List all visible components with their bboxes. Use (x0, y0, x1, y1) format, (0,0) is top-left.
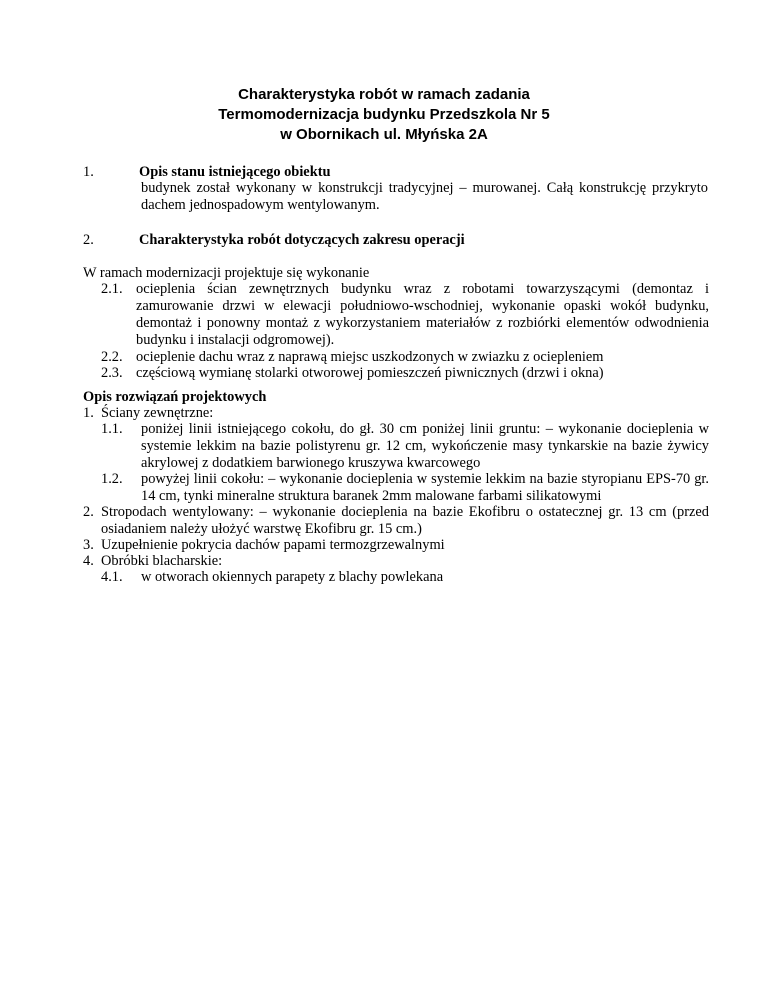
title-line-1: Charakterystyka robót w ramach zadania (238, 86, 530, 103)
scope-item-1-number: 2.1. (101, 281, 123, 297)
section-1-number: 1. (83, 164, 94, 180)
title-line-2: Termomodernizacja budynku Przedszkola Nr 5 (218, 106, 550, 123)
solution-1-2-number: 1.2. (101, 471, 123, 487)
scope-item-3-number: 2.3. (101, 365, 123, 381)
solution-1-number: 1. (83, 405, 94, 421)
scope-item-1 (101, 281, 709, 349)
scope-item-1-text: ocieplenia ścian zewnętrznych budynku wraz z robotami towarzyszącymi (demontaz i zamurowanie drzwi w elewacji południowo-wschodniej, wykonanie opaski wokół budynku, demontaż i ponowny montaż z wykorzystaniem materiałów z rozbiórki elementów odwodnienia budynku i instalacji odgromowej). (136, 281, 709, 348)
title-line-3: w Obornikach ul. Młyńska 2A (280, 126, 488, 143)
solution-2-text: Stropodach wentylowany: – wykonanie docieplenia na bazie Ekofibru o ostatecznej gr. 13 cm (przed osiadaniem należy ułożyć warstwę Ekofibru gr. 15 cm.) (101, 504, 709, 537)
scope-item-3-text: częściową wymianę stolarki otworowej pomieszczeń piwnicznych (drzwi i okna) (136, 365, 604, 381)
section-1-heading: Opis stanu istniejącego obiektu (139, 164, 331, 180)
scope-item-2-text: ocieplenie dachu wraz z naprawą miejsc uszkodzonych w zwiazku z ociepleniem (136, 349, 604, 365)
solution-3-number: 3. (83, 537, 94, 553)
solution-4-1-number: 4.1. (101, 569, 123, 585)
solution-1-1-text: poniżej linii istniejącego cokołu, do gł. 30 cm poniżej linii gruntu: – wykonanie docieplenia w systemie lekkim na bazie polistyrenu gr. 12 cm, wykończenie masy tynkarskie na bazie żywicy akrylowej z dodatkiem barwionego kruszywa kwarcowego (141, 421, 709, 471)
solution-1-text: Ściany zewnętrzne: (101, 405, 214, 421)
solutions-heading: Opis rozwiązań projektowych (83, 389, 267, 405)
solution-4-1-text: w otworach okiennych parapety z blachy powlekana (141, 569, 444, 585)
solution-1-1-number: 1.1. (101, 421, 123, 437)
solution-4-text: Obróbki blacharskie: (101, 553, 223, 569)
scope-item-2-number: 2.2. (101, 349, 123, 365)
solution-1-2-text: powyżej linii cokołu: – wykonanie docieplenia w systemie lekkim na bazie styropianu EPS-70 gr. 14 cm, tynki mineralne struktura baranek 2mm malowane farbami silikatowymi (141, 471, 709, 504)
section-2-heading: Charakterystyka robót dotyczących zakresu operacji (139, 232, 465, 248)
document-title (0, 85, 768, 145)
section-1-text: budynek został wykonany w konstrukcji tradycyjnej – murowanej. Całą konstrukcję przykryto dachem jednospadowym wentylowanym. (141, 180, 708, 213)
solution-4-number: 4. (83, 553, 94, 569)
section-2-number: 2. (83, 232, 94, 248)
solution-3-text: Uzupełnienie pokrycia dachów papami termozgrzewalnymi (101, 537, 445, 553)
scope-intro: W ramach modernizacji projektuje się wykonanie (83, 265, 370, 281)
solution-2-number: 2. (83, 504, 94, 520)
